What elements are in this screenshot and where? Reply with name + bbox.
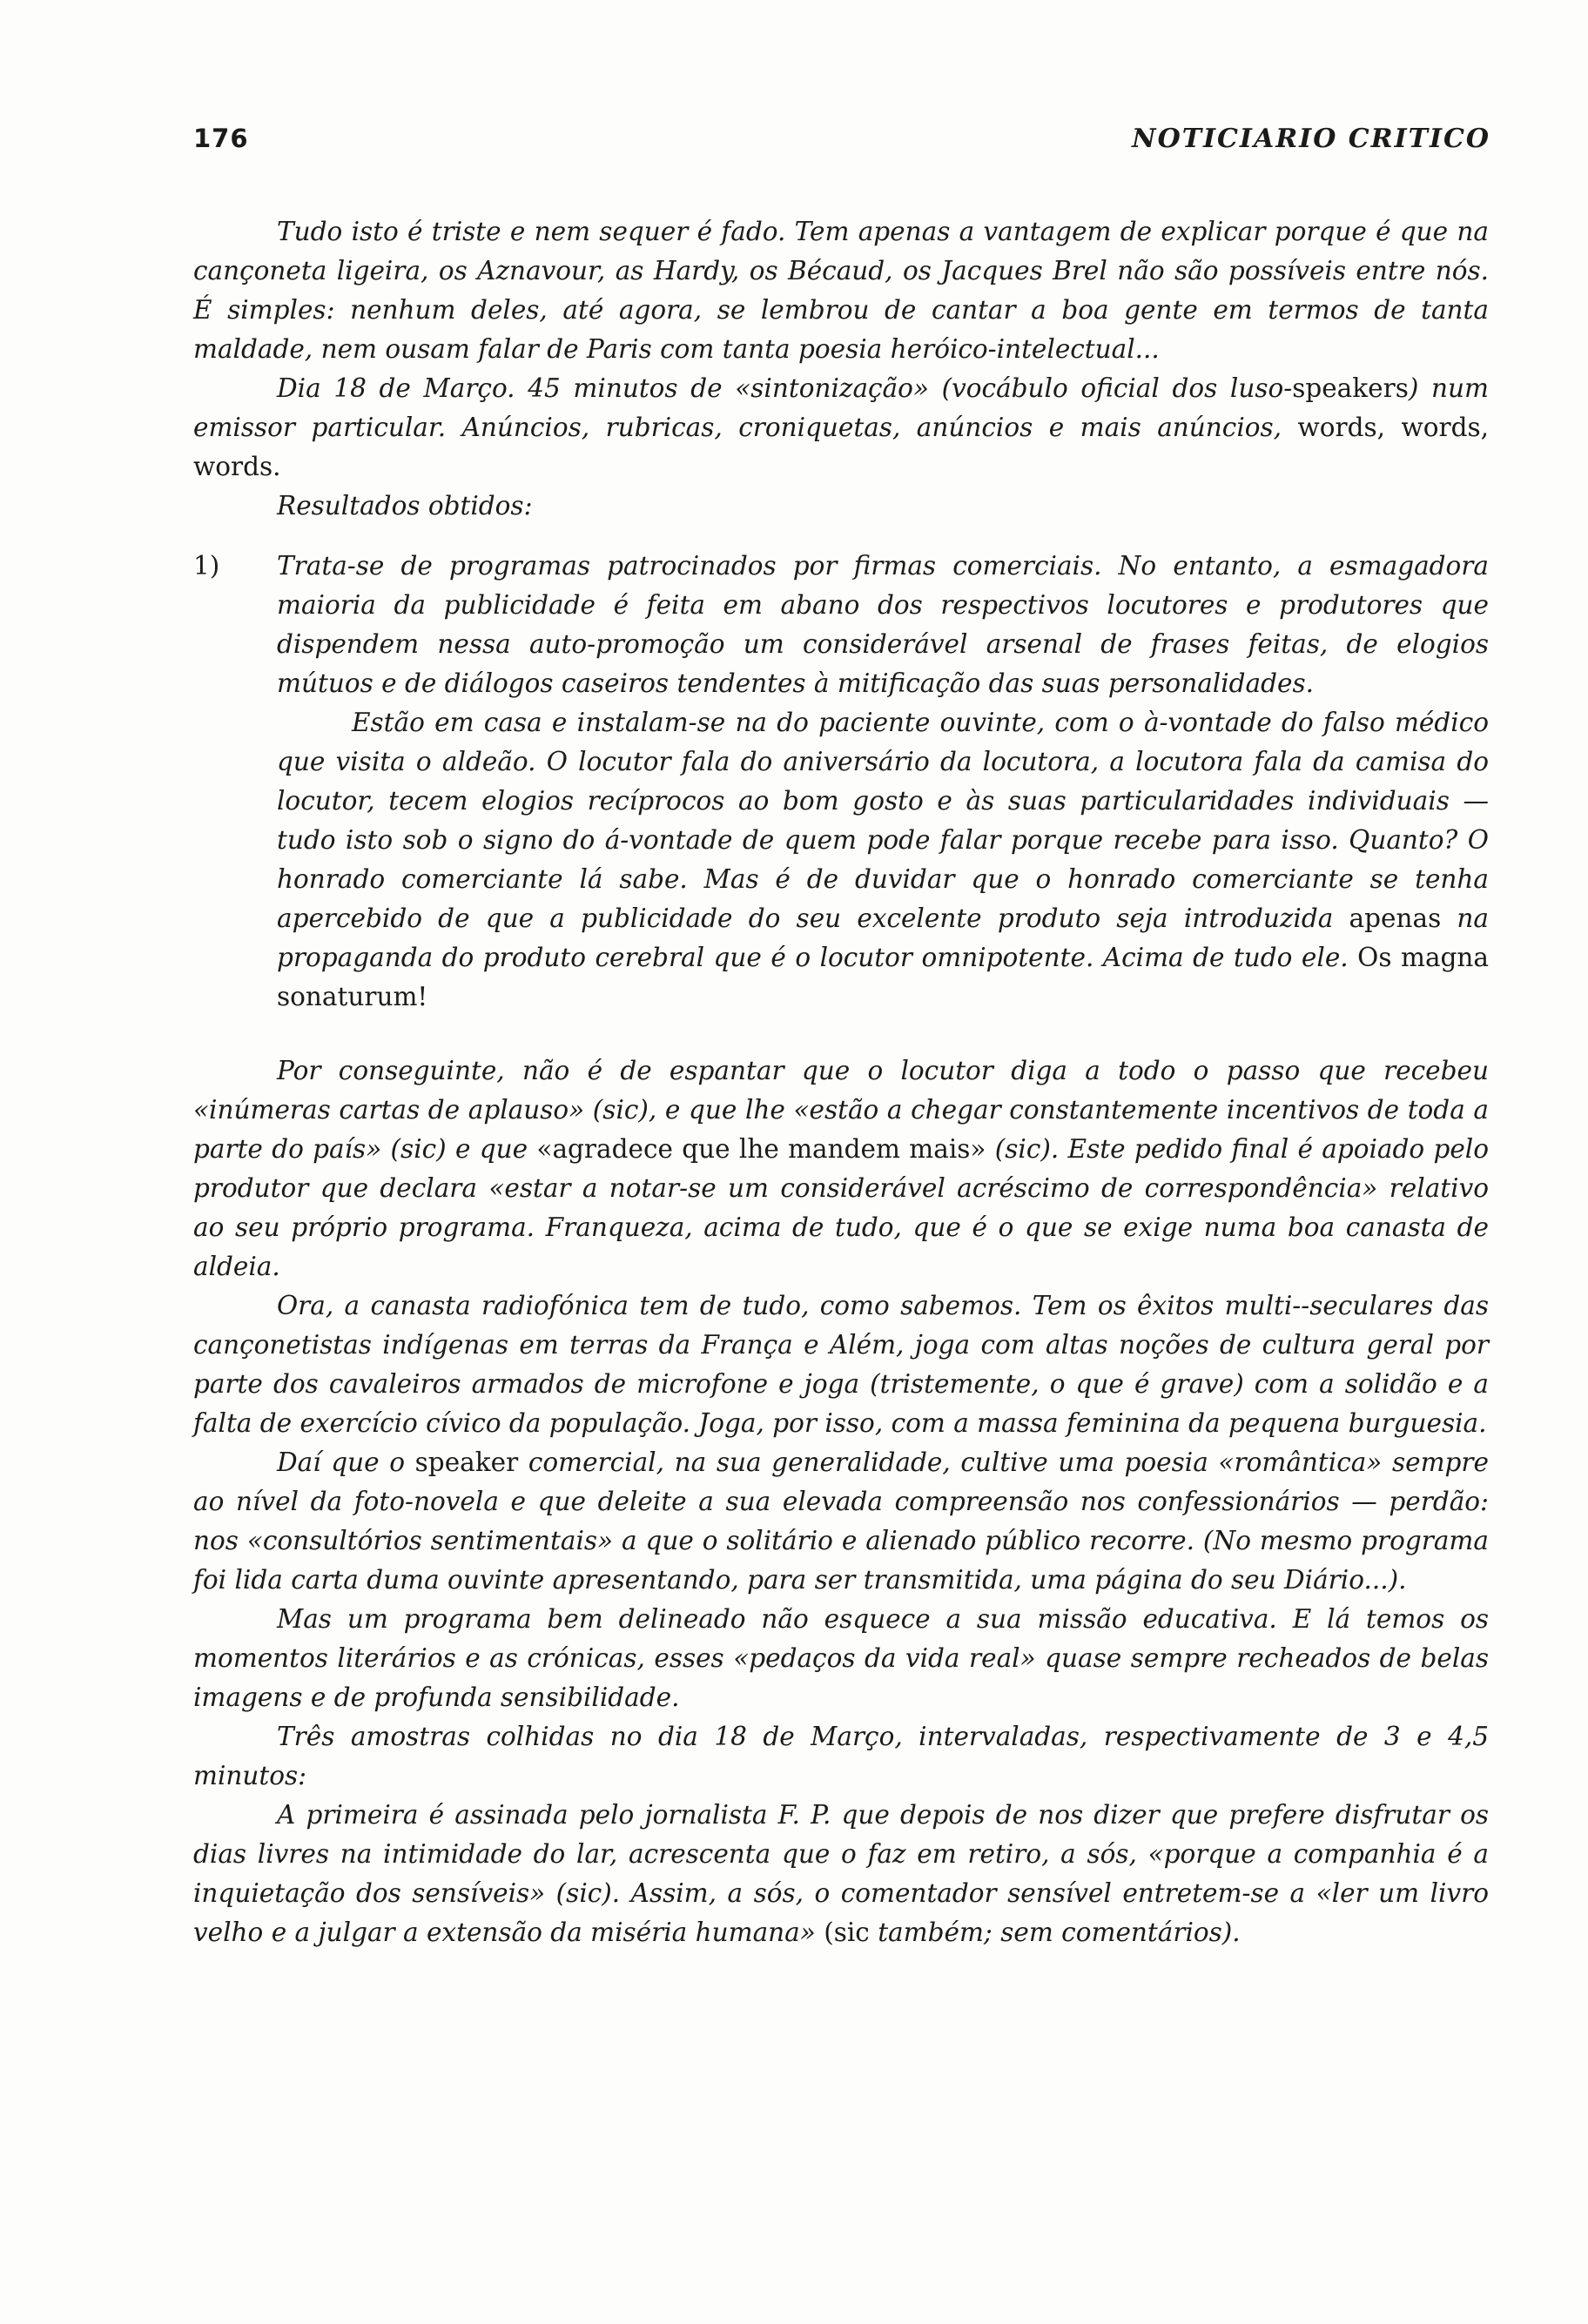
paragraph-6: [193, 1443, 1489, 1600]
page-number: 176: [193, 124, 249, 153]
paragraph-2-part-c: ) num emissor particular. Anúncios, rubricas, croniquetas, anúncios e mais anúncios,: [193, 373, 1489, 442]
section-gap: [193, 1017, 1489, 1051]
list-item-paragraph-2-part-c: na propaganda do produto cerebral que é o locutor omnipotente. Acima de tudo ele.: [277, 903, 1489, 972]
list-number: 1): [193, 551, 220, 581]
page-header: [193, 124, 1490, 154]
list-item-paragraph-2-apenas: apenas: [1349, 903, 1442, 933]
list-item-paragraph-2-latin: Os magna sonaturum!: [277, 943, 1490, 1011]
paragraph-2-part-a: Dia 18 de Março. 45 minutos de «sintonização» (vocábulo oficial dos luso-: [277, 373, 1293, 403]
list-content: [277, 547, 1489, 1017]
list-item-paragraph-2: [277, 703, 1489, 1017]
paragraph-4: [193, 1051, 1489, 1286]
paragraph-6-speaker: speaker: [414, 1447, 519, 1477]
paragraph-9-part-c: também; sem comentários).: [869, 1918, 1241, 1947]
running-head: NOTICIARIO CRITICO: [1132, 124, 1490, 154]
paragraph-3: Resultados obtidos:: [277, 491, 533, 521]
paragraph-9-part-a: A primeira é assinada pelo jornalista F. P. que depois de nos dizer que prefere disfrutar os dias livres na intimidade do lar, acrescenta que o faz em retiro, a sós, «porque a companhia é a inquietação dos sensíveis» (sic). Assim, a sós, o comentador sensível entretem-se a «ler um livro velho e a julgar a extensão da miséria humana»: [193, 1800, 1489, 1947]
paragraph-1: Tudo isto é triste e nem sequer é fado. Tem apenas a vantagem de explicar porque é que na cançoneta ligeira, os Aznavour, as Hardy, os Bécaud, os Jacques Brel não são possíveis entre nós. É simples: nenhum deles, até agora, se lembrou de cantar a boa gente em termos de tanta maldade, nem ousam falar de Paris com tanta poesia heróico-intelectual...: [193, 217, 1489, 364]
list-item: [193, 547, 1489, 1017]
body-text: [193, 212, 1489, 1952]
paragraph-2: [193, 369, 1489, 487]
paragraph-6-part-c: comercial, na sua generalidade, cultive uma poesia «romântica» sempre ao nível da foto-novela e que deleite a sua elevada compreensão nos confessionários — perdão: nos «consultórios sentimentais» a que o solitário e alienado público recorre. (No mesmo programa foi lida carta duma ouvinte apresentando, para ser transmitida, uma página do seu Diário...).: [193, 1447, 1489, 1595]
list-item-paragraph-2-part-a: Estão em casa e instalam-se na do paciente ouvinte, com o à-vontade do falso médico que visita o aldeão. O locutor fala do aniversário da locutora, a locutora fala da camisa do locutor, tecem elogios recíprocos ao bom gosto e às suas particularidades individuais — tudo isto sob o signo do á-vontade de quem pode falar porque recebe para isso. Quanto? O honrado comerciante lá sabe. Mas é de duvidar que o honrado comerciante se tenha apercebido de que a publicidade do seu excelente produto seja introduzida: [277, 708, 1489, 933]
paragraph-8: Três amostras colhidas no dia 18 de Março, intervaladas, respectivamente de 3 e 4,5 minutos:: [193, 1722, 1489, 1790]
paragraph-2-speakers: speakers: [1292, 373, 1409, 403]
paragraph-6-part-a: Daí que o: [277, 1447, 415, 1477]
list-item-paragraph-1: Trata-se de programas patrocinados por firmas comerciais. No entanto, a esmagadora maioria da publicidade é feita em abano dos respectivos locutores e produtores que dispendem nessa auto-promoção um considerável arsenal de frases feitas, de elogios mútuos e de diálogos caseiros tendentes à mitificação das suas personalidades.: [277, 551, 1489, 698]
paragraph-2-words: words, words, words.: [193, 413, 1489, 481]
paragraph-4-part-a: Por conseguinte, não é de espantar que o locutor diga a todo o passo que recebeu «inúmeras cartas de aplauso» (sic), e que lhe «estão a chegar constantemente incentivos de toda a parte do país» (sic) e que: [193, 1056, 1489, 1164]
paragraph-4-part-c: (sic). Este pedido final é apoiado pelo produtor que declara «estar a notar-se um considerável acréscimo de correspondência» relativo ao seu próprio programa. Franqueza, acima de tudo, que é o que se exige numa boa canasta de aldeia.: [193, 1134, 1489, 1281]
paragraph-9: [193, 1796, 1489, 1952]
paragraph-5: Ora, a canasta radiofónica tem de tudo, como sabemos. Tem os êxitos multi--seculares das cançonetistas indígenas em terras da França e Além, joga com altas noções de cultura geral por parte dos cavaleiros armados de microfone e joga (tristemente, o que é grave) com a solidão e a falta de exercício cívico da população. Joga, por isso, com a massa feminina da pequena burguesia.: [193, 1291, 1489, 1438]
paragraph-7: Mas um programa bem delineado não esquece a sua missão educativa. E lá temos os momentos literários e as crónicas, esses «pedaços da vida real» quase sempre recheados de belas imagens e de profunda sensibilidade.: [193, 1604, 1489, 1712]
paragraph-9-sic: (sic: [824, 1918, 870, 1947]
paragraph-4-quote: «agradece que lhe mandem mais»: [536, 1134, 986, 1164]
